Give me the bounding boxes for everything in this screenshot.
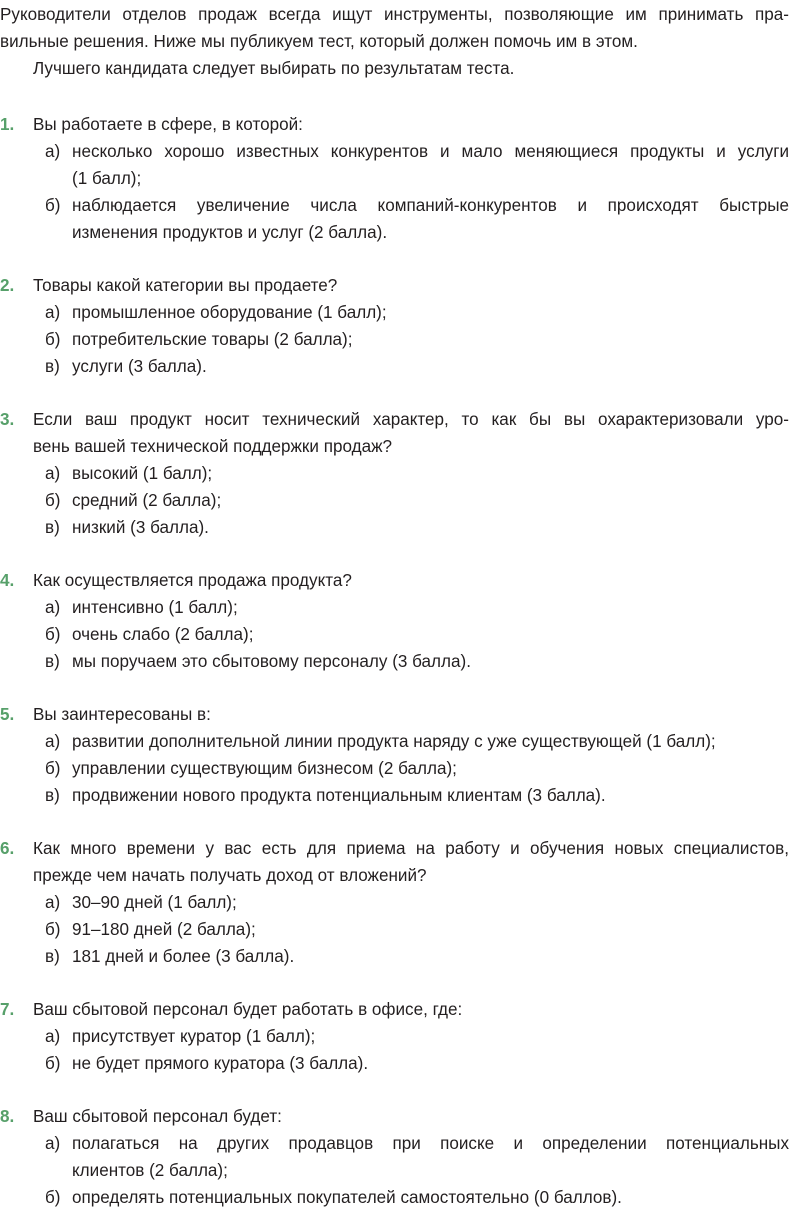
intro-section — [0, 0, 790, 82]
option-text-1b-line-1: наблюдается увеличение числа компаний-конкурентов и происходят быстрые — [72, 196, 789, 215]
question-block-4 — [0, 567, 790, 675]
question-8-text: Ваш сбытовой персонал будет: — [33, 1107, 282, 1126]
option-text-3a: высокий (1 балл); — [72, 464, 213, 483]
option-4c — [0, 648, 789, 675]
question-1-heading — [0, 111, 789, 138]
question-block-1 — [0, 111, 790, 246]
option-5c — [0, 782, 789, 809]
option-text-4a: интенсивно (1 балл); — [72, 598, 238, 617]
option-text-4c: мы поручаем это сбытовому персоналу (3 балла). — [72, 652, 471, 671]
question-block-8 — [0, 1103, 790, 1211]
intro-paragraph-1-line-1: Руководители отделов продаж всегда ищут инструменты, позволяющие им принимать пра- — [0, 5, 789, 24]
option-5a — [0, 728, 789, 755]
question-5-heading — [0, 701, 789, 728]
option-6b — [0, 916, 789, 943]
option-text-6b: 91–180 дней (2 балла); — [72, 920, 256, 939]
option-4b — [0, 621, 789, 648]
option-letter-2a: а) — [45, 303, 61, 322]
option-text-6a: 30–90 дней (1 балл); — [72, 893, 237, 912]
option-1b — [0, 192, 789, 246]
option-letter-6a: а) — [45, 893, 61, 912]
option-letter-4b: б) — [45, 625, 61, 644]
option-8b — [0, 1184, 789, 1211]
question-6-text-line-1: Как много времени у вас есть для приема на работу и обучения новых специалистов, — [33, 839, 789, 858]
option-1a — [0, 138, 789, 192]
option-letter-8a: а) — [45, 1134, 61, 1153]
option-text-3b: средний (2 балла); — [72, 491, 222, 510]
option-text-7a: присутствует куратор (1 балл); — [72, 1027, 316, 1046]
option-8a — [0, 1130, 789, 1184]
question-3-heading — [0, 406, 789, 460]
option-letter-6b: б) — [45, 920, 61, 939]
option-text-1a-line-2: (1 балл); — [72, 169, 142, 188]
option-letter-1a: а) — [45, 142, 61, 161]
option-letter-2c: в) — [45, 357, 60, 376]
question-number-2: 2. — [0, 276, 15, 295]
option-letter-2b: б) — [45, 330, 61, 349]
question-5-text: Вы заинтересованы в: — [33, 705, 211, 724]
option-letter-5a: а) — [45, 732, 61, 751]
option-letter-3c: в) — [45, 518, 60, 537]
question-5-options — [0, 728, 790, 809]
question-1-options — [0, 138, 790, 246]
option-2c — [0, 353, 789, 380]
question-number-4: 4. — [0, 571, 15, 590]
option-text-4b: очень слабо (2 балла); — [72, 625, 254, 644]
question-block-3 — [0, 406, 790, 541]
question-8-heading — [0, 1103, 789, 1130]
question-number-6: 6. — [0, 839, 15, 858]
option-text-7b: не будет прямого куратора (3 балла). — [72, 1054, 369, 1073]
question-4-heading — [0, 567, 789, 594]
question-2-options — [0, 299, 790, 380]
question-block-6 — [0, 835, 790, 970]
option-letter-4a: а) — [45, 598, 61, 617]
question-4-text: Как осуществляется продажа продукта? — [33, 571, 352, 590]
question-2-text: Товары какой категории вы продаете? — [33, 276, 338, 295]
question-number-8: 8. — [0, 1107, 15, 1126]
option-letter-7b: б) — [45, 1054, 61, 1073]
question-number-7: 7. — [0, 1000, 15, 1019]
option-3b — [0, 487, 789, 514]
option-7a — [0, 1023, 789, 1050]
question-7-heading — [0, 996, 789, 1023]
question-7-text: Ваш сбытовой персонал будет работать в офисе, где: — [33, 1000, 463, 1019]
option-text-6c: 181 дней и более (3 балла). — [72, 947, 295, 966]
question-7-options — [0, 1023, 790, 1077]
question-number-5: 5. — [0, 705, 15, 724]
question-8-options — [0, 1130, 790, 1211]
option-5b — [0, 755, 789, 782]
intro-paragraph-1 — [0, 0, 789, 55]
question-6-options — [0, 889, 790, 970]
question-4-options — [0, 594, 790, 675]
option-letter-5b: б) — [45, 759, 61, 778]
option-3c — [0, 514, 789, 541]
option-2b — [0, 326, 789, 353]
option-6a — [0, 889, 789, 916]
option-text-2b: потребительские товары (2 балла); — [72, 330, 353, 349]
option-text-8a-line-2: клиентов (2 балла); — [72, 1161, 228, 1180]
option-text-5b: управлении существующим бизнесом (2 балла); — [72, 759, 457, 778]
question-3-options — [0, 460, 790, 541]
question-number-3: 3. — [0, 410, 15, 429]
option-text-8b: определять потенциальных покупателей самостоятельно (0 баллов). — [72, 1188, 622, 1207]
option-6c — [0, 943, 789, 970]
option-text-2c: услуги (3 балла). — [72, 357, 207, 376]
option-letter-8b: б) — [45, 1188, 61, 1207]
option-text-1b-line-2: изменения продуктов и услуг (2 балла). — [72, 223, 388, 242]
question-number-1: 1. — [0, 115, 15, 134]
option-text-5a: развитии дополнительной линии продукта наряду с уже существующей (1 балл); — [72, 732, 716, 751]
question-1-text: Вы работаете в сфере, в которой: — [33, 115, 303, 134]
option-letter-1b: б) — [45, 196, 61, 215]
option-7b — [0, 1050, 789, 1077]
question-6-text-line-2: прежде чем начать получать доход от вложений? — [33, 866, 427, 885]
option-text-5c: продвижении нового продукта потенциальным клиентам (3 балла). — [72, 786, 606, 805]
option-letter-3a: а) — [45, 464, 61, 483]
option-4a — [0, 594, 789, 621]
option-text-3c: низкий (3 балла). — [72, 518, 209, 537]
option-3a — [0, 460, 789, 487]
intro-paragraph-1-line-2: вильные решения. Ниже мы публикуем тест, который должен помочь им в этом. — [0, 32, 638, 51]
question-6-heading — [0, 835, 789, 889]
question-block-2 — [0, 272, 790, 380]
question-2-heading — [0, 272, 789, 299]
question-3-text-line-1: Если ваш продукт носит технический характер, то как бы вы охарактеризовали уро- — [33, 410, 789, 429]
intro-paragraph-2-text: Лучшего кандидата следует выбирать по результатам теста. — [33, 59, 515, 78]
question-block-5 — [0, 701, 790, 809]
option-text-8a-line-1: полагаться на других продавцов при поиске и определении потенциальных — [72, 1134, 789, 1153]
option-letter-3b: б) — [45, 491, 61, 510]
option-letter-5c: в) — [45, 786, 60, 805]
option-letter-7a: а) — [45, 1027, 61, 1046]
intro-paragraph-2 — [0, 55, 789, 82]
question-3-text-line-2: вень вашей технической поддержки продаж? — [33, 437, 393, 456]
option-letter-6c: в) — [45, 947, 60, 966]
question-block-7 — [0, 996, 790, 1077]
option-text-1a-line-1: несколько хорошо известных конкурентов и мало меняющиеся продукты и услуги — [72, 142, 789, 161]
option-text-2a: промышленное оборудование (1 балл); — [72, 303, 387, 322]
option-2a — [0, 299, 789, 326]
option-letter-4c: в) — [45, 652, 60, 671]
question-list — [0, 111, 790, 1211]
